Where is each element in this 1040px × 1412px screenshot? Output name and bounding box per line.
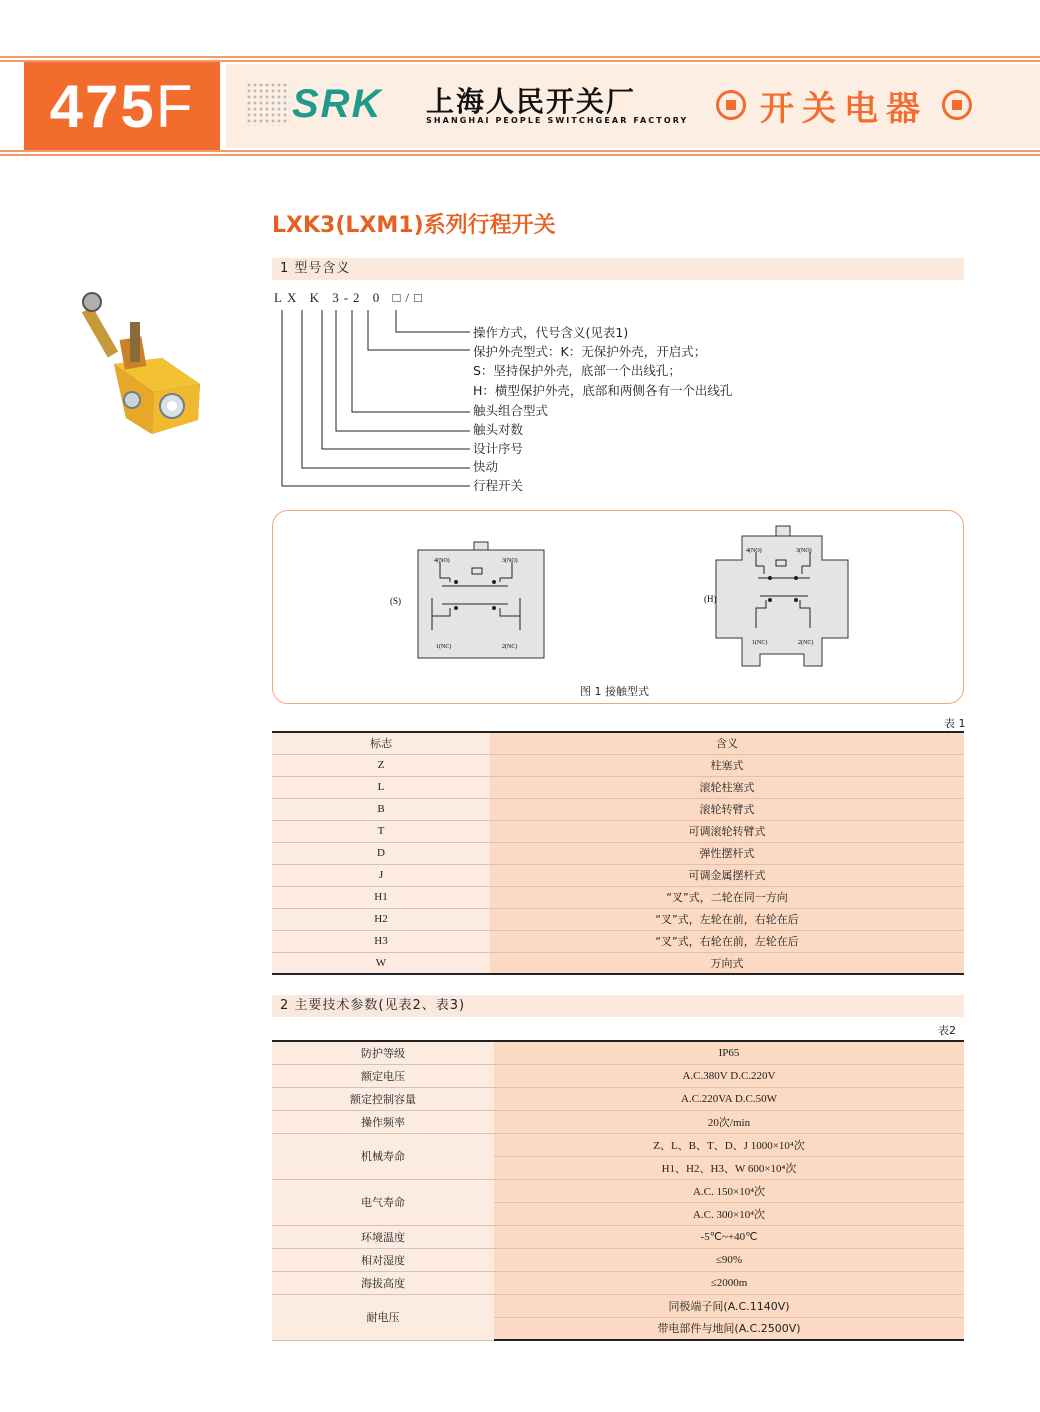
meaning-snap-action: 快动: [473, 459, 499, 474]
row-code: W: [272, 952, 490, 974]
param-value: 同极端子间(A.C.1140V): [494, 1294, 964, 1317]
page-number-digits: 475: [49, 72, 156, 140]
param-value: IP65: [494, 1041, 964, 1064]
meaning-operation: 操作方式，代号含义(见表1): [473, 325, 629, 340]
meaning-contact-pairs: 触头对数: [473, 422, 524, 437]
table-1-header-code: 标志: [272, 732, 490, 754]
header-rule-bottom: [0, 150, 1040, 152]
param-value: Z、L、B、T、D、J 1000×10⁴次: [494, 1133, 964, 1156]
table-row: [272, 820, 964, 842]
row-meaning: 滚轮转臂式: [490, 798, 964, 820]
bullet-icon: [942, 90, 972, 120]
s-no-left: 4(NO): [434, 558, 450, 564]
table-row: [272, 1248, 964, 1271]
table-row: [272, 1133, 964, 1156]
srk-logo: SRK: [292, 82, 383, 126]
meaning-housing-s: S：坚持保护外壳，底部一个出线孔；: [473, 363, 681, 378]
figure-caption: 图 1 接触型式: [580, 685, 649, 698]
meaning-limit-switch: 行程开关: [473, 478, 524, 493]
row-code: B: [272, 798, 490, 820]
row-code: H1: [272, 886, 490, 908]
dot-pattern-icon: [246, 82, 290, 126]
param-value: -5℃~+40℃: [494, 1225, 964, 1248]
h-nc-right: 2(NC): [798, 640, 814, 646]
page-title: LXK3(LXM1)系列行程开关: [272, 213, 556, 238]
param-value: ≤2000m: [494, 1271, 964, 1294]
table-row: [272, 1041, 964, 1064]
model-code-leader-lines: [270, 300, 480, 500]
table-row: [272, 1225, 964, 1248]
contact-diagram-box: [272, 510, 964, 704]
limit-switch-photo: [70, 288, 210, 438]
row-meaning: 柱塞式: [490, 754, 964, 776]
param-value: H1、H2、H3、W 600×10⁴次: [494, 1156, 964, 1179]
param-value: A.C.380V D.C.220V: [494, 1064, 964, 1087]
row-meaning: 万向式: [490, 952, 964, 974]
contact-diagram-s: [380, 538, 550, 662]
row-meaning: “叉”式，右轮在前，左轮在后: [490, 930, 964, 952]
table-row: [272, 930, 964, 952]
company-name-cn: 上海人民开关厂: [426, 85, 637, 118]
section-1-heading: 1 型号含义: [272, 258, 964, 280]
header-rule-top: [0, 56, 1040, 58]
meaning-contact-type: 触头组合型式: [473, 403, 549, 418]
s-no-right: 3(NO): [502, 558, 518, 564]
param-value: 带电部件与地间(A.C.2500V): [494, 1317, 964, 1340]
param-name: 额定电压: [272, 1064, 494, 1087]
table-row: [272, 1087, 964, 1110]
param-name: 操作频率: [272, 1110, 494, 1133]
row-meaning: 弹性摆杆式: [490, 842, 964, 864]
s-nc-left: 1(NC): [436, 644, 452, 650]
param-name: 额定控制容量: [272, 1087, 494, 1110]
header-rule-bottom-2: [0, 154, 1040, 156]
row-code: J: [272, 864, 490, 886]
row-code: H2: [272, 908, 490, 930]
page-number-suffix: F: [155, 72, 195, 140]
table-row: [272, 1110, 964, 1133]
row-code: T: [272, 820, 490, 842]
table-row: [272, 1064, 964, 1087]
table-1-label: 表 1: [944, 717, 966, 730]
row-meaning: 滚轮柱塞式: [490, 776, 964, 798]
table-row: [272, 798, 964, 820]
h-nc-left: 1(NC): [752, 640, 768, 646]
table-row: [272, 908, 964, 930]
table-row: [272, 864, 964, 886]
contact-diagram-h: [700, 520, 860, 670]
row-meaning: “叉”式，左轮在前，右轮在后: [490, 908, 964, 930]
row-code: Z: [272, 754, 490, 776]
param-name: 机械寿命: [272, 1133, 494, 1179]
meaning-housing: 保护外壳型式：K：无保护外壳，开启式；: [473, 344, 707, 359]
meaning-design-no: 设计序号: [473, 441, 524, 456]
table-row: [272, 776, 964, 798]
table-2: [272, 1040, 964, 1341]
table-2-label: 表2: [938, 1024, 956, 1037]
table-row: [272, 1294, 964, 1317]
s-label: (S): [390, 596, 401, 606]
s-nc-right: 2(NC): [502, 644, 518, 650]
section-2-heading: 2 主要技术参数(见表2、表3): [272, 995, 964, 1017]
page-number: [24, 62, 220, 150]
bullet-icon: [716, 90, 746, 120]
meaning-housing-h: H：横型保护外壳，底部和两侧各有一个出线孔: [473, 383, 733, 398]
table-1-header-meaning: 含义: [490, 732, 964, 754]
h-no-left: 4(NO): [746, 548, 762, 554]
param-value: A.C.220VA D.C.50W: [494, 1087, 964, 1110]
param-value: A.C. 300×10⁴次: [494, 1202, 964, 1225]
param-value: 20次/min: [494, 1110, 964, 1133]
row-meaning: “叉”式，二轮在同一方向: [490, 886, 964, 908]
row-code: D: [272, 842, 490, 864]
model-code: LX K 3-2 0 □/□: [274, 290, 427, 305]
category-heading: [716, 80, 972, 130]
row-meaning: 可调滚轮转臂式: [490, 820, 964, 842]
row-meaning: 可调金属摆杆式: [490, 864, 964, 886]
table-1-header: [272, 732, 964, 754]
company-name-en: SHANGHAI PEOPLE SWITCHGEAR FACTORY: [426, 116, 689, 125]
param-value: A.C. 150×10⁴次: [494, 1179, 964, 1202]
h-label: (H): [704, 594, 717, 604]
table-1: [272, 731, 964, 975]
param-name: 海拔高度: [272, 1271, 494, 1294]
param-name: 环境温度: [272, 1225, 494, 1248]
h-no-right: 3(NO): [796, 548, 812, 554]
param-name: 电气寿命: [272, 1179, 494, 1225]
table-row: [272, 754, 964, 776]
row-code: L: [272, 776, 490, 798]
table-row: [272, 886, 964, 908]
table-row: [272, 952, 964, 974]
category-label: 开关电器: [760, 88, 928, 129]
table-row: [272, 1271, 964, 1294]
table-row: [272, 1179, 964, 1202]
row-code: H3: [272, 930, 490, 952]
param-name: 相对湿度: [272, 1248, 494, 1271]
param-name: 耐电压: [272, 1294, 494, 1340]
param-value: ≤90%: [494, 1248, 964, 1271]
param-name: 防护等级: [272, 1041, 494, 1064]
table-row: [272, 842, 964, 864]
